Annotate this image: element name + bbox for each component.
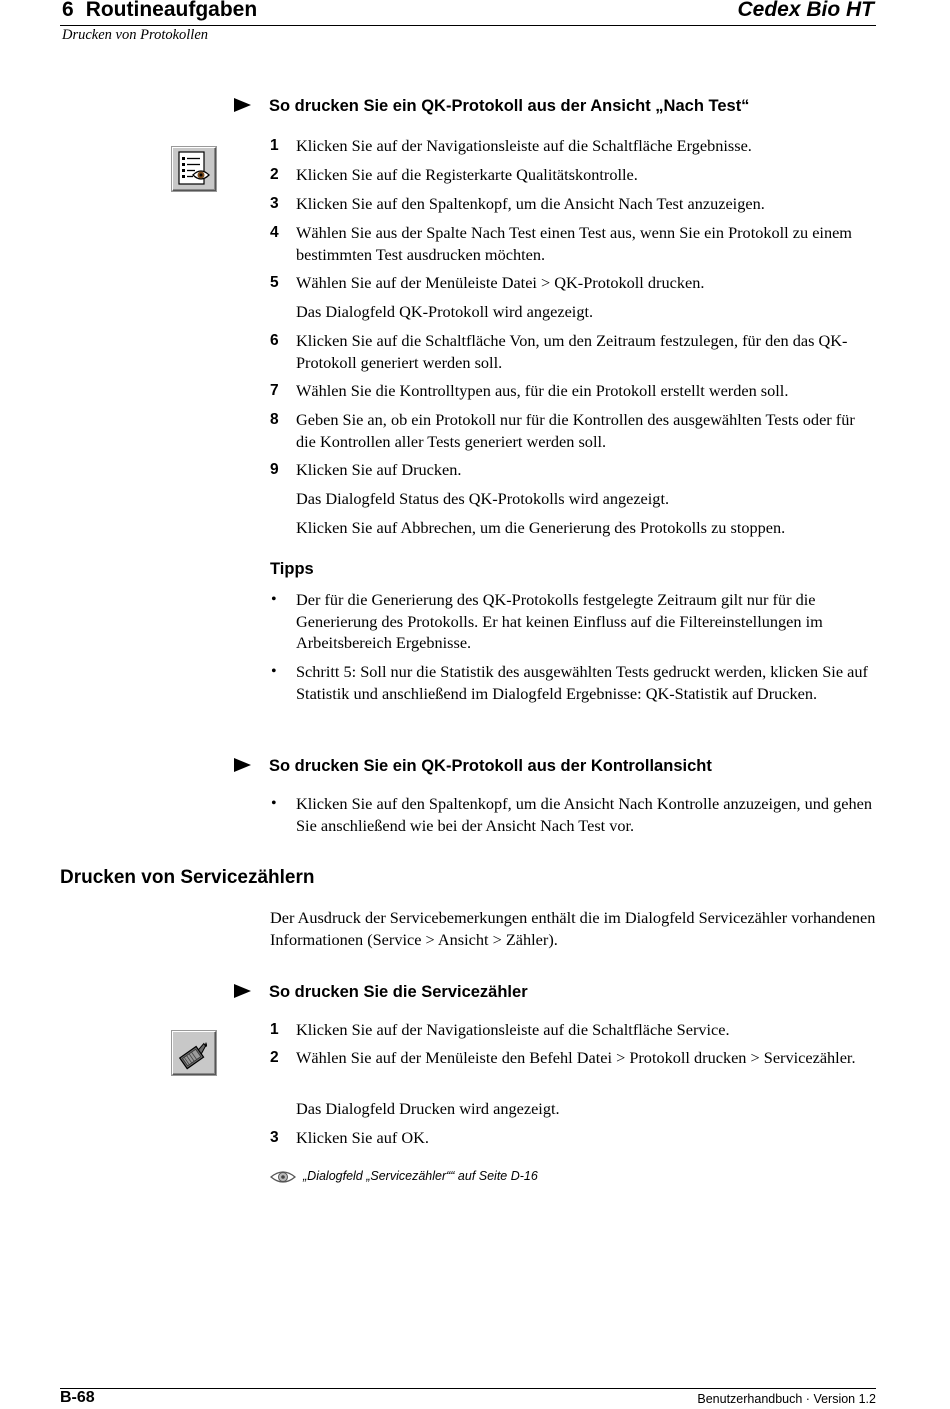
section-intro: Der Ausdruck der Servicebemerkungen enthält die im Dialogfeld Servicezähler vorhandenen Informationen (Service > Ansicht > Zähler). xyxy=(270,908,876,949)
step-result: Das Dialogfeld QK-Protokoll wird angezeigt. xyxy=(296,302,594,321)
list-item: 2 Wählen Sie auf der Menüleiste den Befehl Datei > Protokoll drucken > Servicezähler. xyxy=(270,1048,856,1067)
service-oil-can-icon xyxy=(172,1031,216,1075)
list-item: 1 Klicken Sie auf der Navigationsleiste auf die Schaltfläche Ergebnisse. xyxy=(270,136,752,155)
step-result: Das Dialogfeld Drucken wird angezeigt. xyxy=(296,1099,560,1118)
list-item: 7 Wählen Sie die Kontrolltypen aus, für die ein Protokoll erstellt werden soll. xyxy=(270,381,789,400)
subsection-title: Drucken von Protokollen xyxy=(62,27,209,43)
step-result: Das Dialogfeld Status des QK-Protokolls wird angezeigt. xyxy=(296,489,670,508)
list-item: 9 Klicken Sie auf Drucken. xyxy=(270,460,462,479)
list-item: 4 Wählen Sie aus der Spalte Nach Test einen Test aus, wenn Sie ein Protokoll zu einem bestimmten Test ausdrucken möchten. xyxy=(270,223,852,264)
procedure-heading-text: So drucken Sie ein QK-Protokoll aus der Kontrollansicht xyxy=(269,757,712,775)
procedure-heading-service xyxy=(234,983,528,1002)
list-item: • Der für die Generierung des QK-Protokolls festgelegte Zeitraum gilt nur für die Generierung des Protokolls. Er hat keinen Einfluss auf die Filtereinstellungen im Arbeitsbereich Ergebnisse. xyxy=(271,590,823,652)
bullet: • xyxy=(271,591,277,608)
list-item: • Schritt 5: Soll nur die Statistik des ausgewählten Tests gedruckt werden, klicken Sie auf Statistik und anschließend im Dialogfeld Ergebnisse: QK-Statistik auf Drucken. xyxy=(271,662,868,703)
list-item: 3 Klicken Sie auf den Spaltenkopf, um die Ansicht Nach Test anzuzeigen. xyxy=(270,194,765,213)
chapter-title: Routineaufgaben xyxy=(85,0,258,21)
manual-version: Benutzerhandbuch · Version 1.2 xyxy=(697,1392,876,1406)
procedure-heading-text: So drucken Sie ein QK-Protokoll aus der Ansicht „Nach Test“ xyxy=(269,97,750,115)
chapter-heading xyxy=(62,0,257,22)
list-item: 6 Klicken Sie auf die Schaltfläche Von, um den Zeitraum festzulegen, für den das QK-Protokoll generiert werden soll. xyxy=(270,331,848,372)
header-rule xyxy=(60,25,876,26)
triangle-right-icon xyxy=(234,984,251,998)
list-item: 1 Klicken Sie auf der Navigationsleiste auf die Schaltfläche Service. xyxy=(270,1020,730,1039)
section-heading-service: Drucken von Servicezählern xyxy=(60,867,315,888)
procedure-heading-control-view xyxy=(234,757,712,776)
triangle-right-icon xyxy=(234,98,251,112)
cross-reference-link[interactable]: „Dialogfeld „Servicezähler““ auf Seite D-16 xyxy=(303,1169,538,1183)
list-item: 8 Geben Sie an, ob ein Protokoll nur für die Kontrollen des ausgewählten Tests oder für die Kontrollen aller Tests generiert werden soll. xyxy=(270,410,855,451)
bullet: • xyxy=(271,663,277,680)
chapter-number: 6 xyxy=(62,0,74,21)
results-list-eye-icon xyxy=(172,147,216,191)
procedure-heading-text: So drucken Sie die Servicezähler xyxy=(269,983,528,1001)
list-item: • Klicken Sie auf den Spaltenkopf, um die Ansicht Nach Kontrolle anzuzeigen, und gehen Sie anschließend wie bei der Ansicht Nach Test vor. xyxy=(271,794,873,835)
step-result: Klicken Sie auf Abbrechen, um die Generierung des Protokolls zu stoppen. xyxy=(296,518,786,537)
page-number: B-68 xyxy=(60,1389,95,1406)
bullet: • xyxy=(271,795,277,812)
list-item: 5 Wählen Sie auf der Menüleiste Datei > QK-Protokoll drucken. xyxy=(270,273,705,292)
tips-heading: Tipps xyxy=(270,560,314,578)
list-item: 3 Klicken Sie auf OK. xyxy=(270,1128,429,1147)
footer-rule xyxy=(60,1388,876,1389)
triangle-right-icon xyxy=(234,758,251,772)
list-item: 2 Klicken Sie auf die Registerkarte Qualitätskontrolle. xyxy=(270,165,638,184)
eye-icon xyxy=(270,1168,296,1191)
procedure-heading-test-view xyxy=(234,97,749,116)
product-name: Cedex Bio HT xyxy=(737,0,874,21)
